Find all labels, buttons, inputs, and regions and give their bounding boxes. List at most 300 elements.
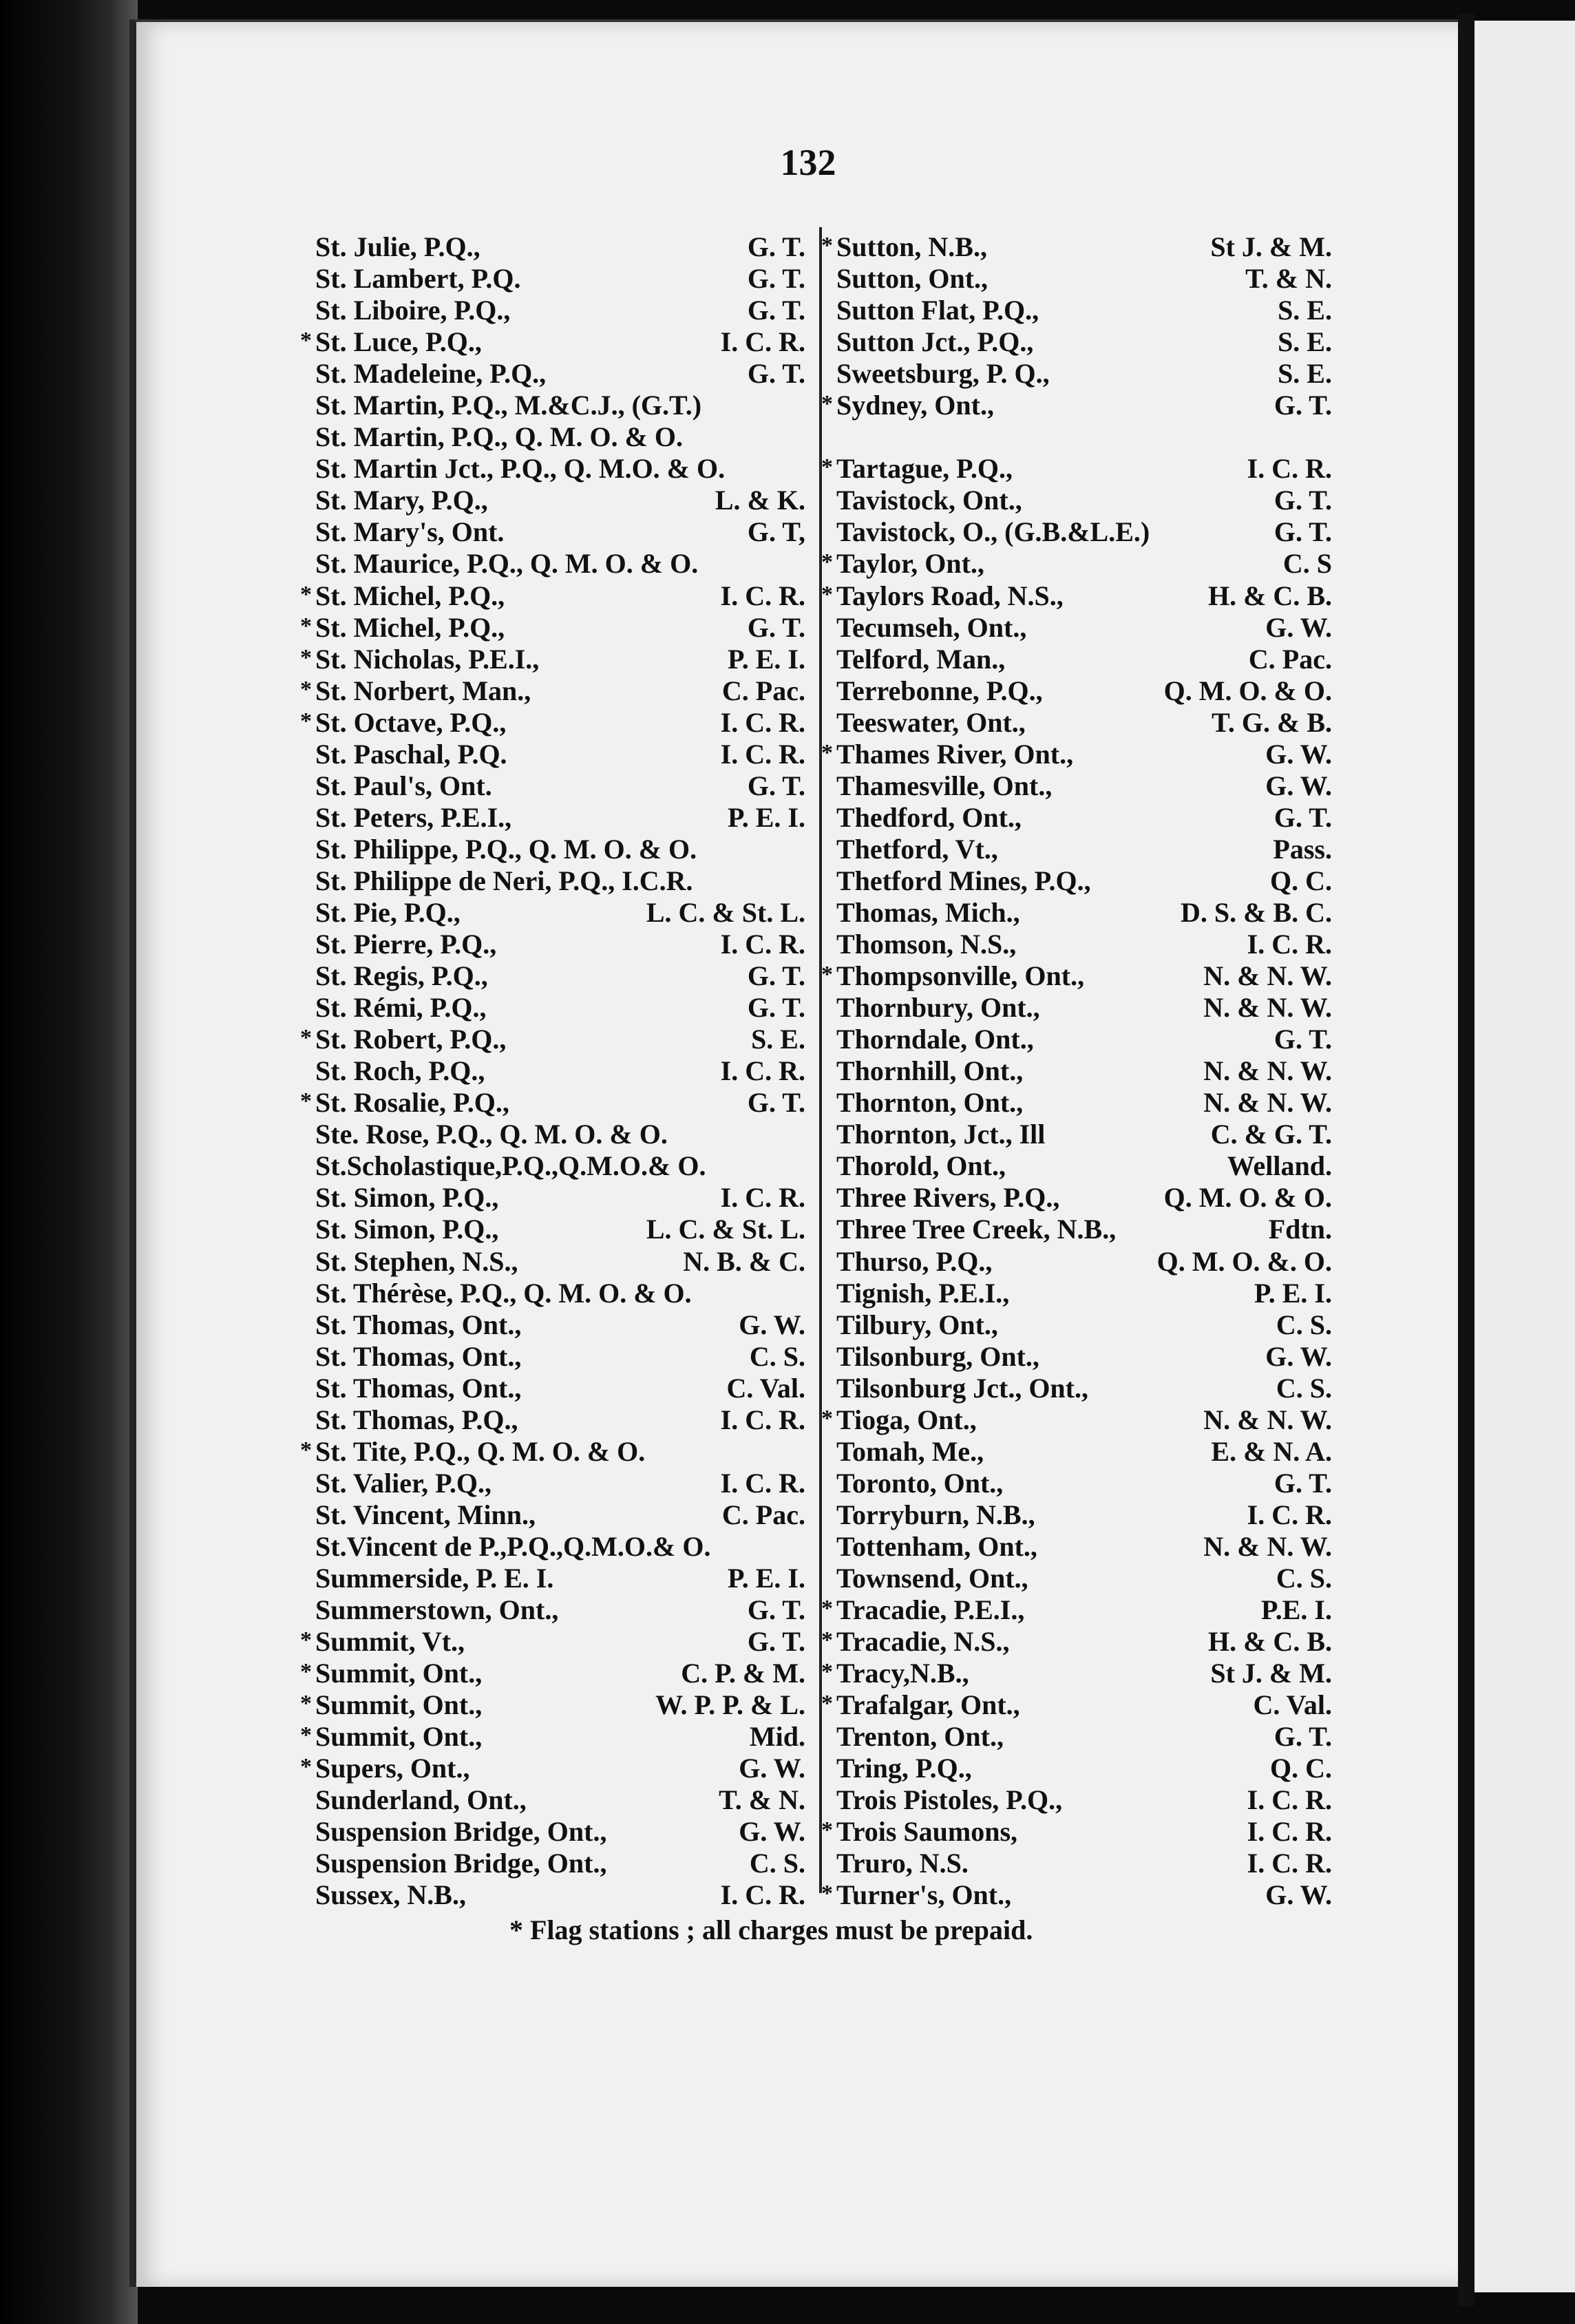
- station-row: [836, 1246, 1332, 1277]
- railway-line: G. T.: [1273, 1467, 1332, 1499]
- flag-station-marker: *: [821, 233, 833, 258]
- flag-station-marker: *: [821, 581, 833, 607]
- station-row: [315, 1150, 805, 1181]
- station-row: [821, 738, 1332, 770]
- railway-line: G. W.: [1265, 611, 1332, 643]
- railway-line: N. & N. W.: [1203, 1404, 1332, 1435]
- station-name: Thedford, Ont.,: [836, 801, 1022, 833]
- flag-station-marker: *: [821, 1817, 833, 1844]
- station-row: [821, 1658, 1332, 1689]
- railway-line: P. E. I.: [727, 643, 805, 675]
- station-row: [300, 643, 805, 675]
- railway-line: T. & N.: [1245, 263, 1332, 295]
- railway-line: I. C. R.: [720, 929, 805, 960]
- station-row: [300, 1435, 805, 1467]
- station-name: Toronto, Ont.,: [836, 1467, 1004, 1499]
- station-name: Terrebonne, P.Q.,: [836, 675, 1043, 706]
- railway-line: C. S.: [1276, 1562, 1332, 1594]
- station-name: Three Tree Creek, N.B.,: [836, 1214, 1117, 1245]
- station-name: St. Philippe de Neri, P.Q., I.C.R.: [315, 865, 693, 896]
- station-row: [315, 295, 805, 326]
- railway-line: D. S. & B. C.: [1180, 896, 1332, 928]
- railway-line: Q. M. O. &. O.: [1156, 1245, 1332, 1277]
- railway-line: Q. C.: [1270, 1753, 1332, 1784]
- station-row: [821, 960, 1332, 992]
- railway-line: I. C. R.: [720, 1467, 805, 1499]
- station-name: St. Paschal, P.Q.: [315, 738, 507, 770]
- station-name: Tracadie, P.E.I.,: [836, 1594, 1025, 1626]
- station-name: St. Rosalie, P.Q.,: [315, 1087, 509, 1119]
- station-row: [821, 453, 1332, 485]
- station-name: Tilsonburg Jct., Ont.,: [836, 1372, 1088, 1404]
- station-name: St. Simon, P.Q.,: [315, 1182, 499, 1214]
- station-name: St. Paul's, Ont.: [315, 770, 492, 801]
- station-name: Turner's, Ont.,: [836, 1879, 1012, 1911]
- station-name: Summerside, P. E. I.: [315, 1562, 554, 1594]
- railway-line: I. C. R.: [1247, 1816, 1332, 1848]
- flag-station-marker: *: [300, 676, 312, 702]
- station-name: Sutton Flat, P.Q.,: [836, 295, 1039, 326]
- station-row: [315, 516, 805, 547]
- station-name: Tavistock, O., (G.B.&L.E.): [836, 516, 1150, 548]
- station-row: [836, 485, 1332, 516]
- station-name: Trafalgar, Ont.,: [836, 1689, 1020, 1721]
- flag-station-marker: *: [300, 581, 312, 607]
- station-row: [836, 358, 1332, 389]
- station-name: Tartague, P.Q.,: [836, 453, 1013, 485]
- railway-line: G. T.: [1273, 485, 1332, 516]
- railway-line: G. T.: [747, 295, 805, 326]
- station-row: [836, 1436, 1332, 1467]
- railway-line: C. S.: [1276, 1372, 1332, 1404]
- railway-line: G. W.: [1265, 770, 1332, 801]
- station-row: [315, 1784, 805, 1815]
- railway-line: I. C. R.: [720, 1182, 805, 1214]
- station-name: St. Thomas, Ont.,: [315, 1372, 522, 1404]
- station-row: [300, 1689, 805, 1721]
- flag-station-marker: *: [821, 1596, 833, 1622]
- station-row: [836, 897, 1332, 928]
- station-row: [836, 1087, 1332, 1118]
- flag-station-marker: *: [300, 328, 312, 354]
- station-name: Teeswater, Ont.,: [836, 706, 1026, 738]
- station-row: [836, 834, 1332, 865]
- station-name: Sweetsburg, P. Q.,: [836, 358, 1050, 390]
- station-row: [836, 1499, 1332, 1530]
- station-name: St. Regis, P.Q.,: [315, 960, 488, 992]
- station-row: [315, 1816, 805, 1847]
- station-row: [836, 1150, 1332, 1181]
- railway-line: N. & N. W.: [1203, 1087, 1332, 1119]
- railway-line: G. T.: [747, 231, 805, 262]
- flag-station-marker: *: [821, 454, 833, 480]
- railway-line: N. & N. W.: [1203, 960, 1332, 992]
- station-row: [315, 1341, 805, 1372]
- station-row: [836, 1848, 1332, 1879]
- railway-line: Q. M. O. & O.: [1163, 1182, 1332, 1214]
- station-name: St. Simon, P.Q.,: [315, 1214, 499, 1245]
- flag-station-marker: *: [300, 1754, 312, 1780]
- railway-line: G. T.: [1273, 801, 1332, 833]
- station-row: [836, 644, 1332, 675]
- railway-line: T. G. & B.: [1212, 706, 1332, 738]
- station-name: St. Maurice, P.Q., Q. M. O. & O.: [315, 548, 699, 580]
- flag-station-marker: *: [821, 1659, 833, 1685]
- railway-line: I. C. R.: [720, 326, 805, 358]
- station-name: St.Scholastique,P.Q.,Q.M.O.& O.: [315, 1150, 706, 1182]
- station-name: Thorold, Ont.,: [836, 1150, 1006, 1182]
- railway-line: G. T.: [1273, 516, 1332, 548]
- railway-line: I. C. R.: [1247, 1848, 1332, 1879]
- station-name: St. Peters, P.E.I.,: [315, 801, 512, 833]
- station-name: Tignish, P.E.I.,: [836, 1277, 1010, 1309]
- station-name: Trenton, Ont.,: [836, 1721, 1004, 1753]
- station-name: Thornhill, Ont.,: [836, 1055, 1024, 1087]
- station-row: [836, 675, 1332, 706]
- railway-line: Q. C.: [1270, 865, 1332, 896]
- railway-line: Fdtn.: [1268, 1214, 1332, 1245]
- station-row: [821, 390, 1332, 421]
- flag-station-marker: *: [300, 1437, 312, 1463]
- station-name: Truro, N.S.: [836, 1848, 969, 1879]
- station-row: [315, 739, 805, 770]
- station-row: [300, 611, 805, 643]
- flag-station-marker: *: [300, 1627, 312, 1654]
- railway-line: C. Pac.: [721, 675, 805, 706]
- station-name: Tioga, Ont.,: [836, 1404, 977, 1435]
- station-list-right: [821, 231, 1332, 1911]
- station-row: [836, 1373, 1332, 1404]
- station-row: [836, 1341, 1332, 1372]
- railway-line: St J. & M.: [1210, 1658, 1332, 1689]
- station-row: [821, 548, 1332, 580]
- station-name: Tomah, Me.,: [836, 1435, 984, 1467]
- station-row: [315, 992, 805, 1023]
- station-row: [315, 1563, 805, 1594]
- station-name: Taylor, Ont.,: [836, 548, 984, 580]
- railway-line: H. & C. B.: [1208, 1626, 1332, 1658]
- station-name: St. Mary, P.Q.,: [315, 485, 488, 516]
- station-name: Summit, Ont.,: [315, 1658, 483, 1689]
- footnote: * Flag stations ; all charges must be prepaid.: [509, 1914, 1033, 1945]
- station-name: St. Tite, P.Q., Q. M. O. & O.: [315, 1435, 646, 1467]
- station-row: [821, 1594, 1332, 1626]
- station-row: [821, 231, 1332, 262]
- railway-line: N. & N. W.: [1203, 1055, 1332, 1087]
- station-name: St. Luce, P.Q.,: [315, 326, 482, 358]
- station-row: [315, 834, 805, 865]
- station-name: Townsend, Ont.,: [836, 1562, 1028, 1594]
- railway-line: S. E.: [751, 1024, 805, 1055]
- station-name: St. Philippe, P.Q., Q. M. O. & O.: [315, 833, 697, 865]
- railway-line: G. T.: [1273, 1721, 1332, 1753]
- station-row: [300, 675, 805, 706]
- station-name: Sutton, N.B.,: [836, 231, 987, 262]
- station-name: Thames River, Ont.,: [836, 738, 1074, 770]
- station-name: St. Valier, P.Q.,: [315, 1467, 491, 1499]
- station-row: [315, 960, 805, 991]
- station-name: Suspension Bridge, Ont.,: [315, 1848, 607, 1879]
- station-row: [836, 865, 1332, 896]
- railway-line: G. W.: [739, 1309, 805, 1340]
- station-row: [836, 1721, 1332, 1752]
- flag-station-marker: *: [821, 391, 833, 417]
- station-row: [315, 897, 805, 928]
- station-row: [315, 1055, 805, 1086]
- railway-line: G. T.: [747, 770, 805, 801]
- station-name: Thorndale, Ont.,: [836, 1024, 1034, 1055]
- station-name: Sutton, Ont.,: [836, 263, 989, 295]
- station-name: St. Martin Jct., P.Q., Q. M.O. & O.: [315, 453, 726, 485]
- flag-station-marker: *: [300, 708, 312, 734]
- station-name: Thomas, Mich.,: [836, 896, 1020, 928]
- station-name: Tottenham, Ont.,: [836, 1530, 1037, 1562]
- railway-line: G. T.: [747, 611, 805, 643]
- railway-line: C. Val.: [1253, 1689, 1332, 1721]
- railway-line: N. B. & C.: [683, 1245, 805, 1277]
- railway-line: G. T.: [747, 960, 805, 992]
- station-row: [836, 1309, 1332, 1340]
- railway-line: C. S: [1282, 548, 1332, 580]
- railway-line: G. T.: [747, 358, 805, 390]
- station-row: [836, 1024, 1332, 1055]
- station-row: [300, 1753, 805, 1784]
- railway-line: G. W.: [1265, 1340, 1332, 1372]
- station-row: [315, 231, 805, 262]
- railway-line: I. C. R.: [1247, 453, 1332, 485]
- station-row: [836, 1182, 1332, 1213]
- station-name: St. Mary's, Ont.: [315, 516, 505, 548]
- railway-line: I. C. R.: [720, 1404, 805, 1435]
- railway-line: G. T.: [1273, 390, 1332, 421]
- station-name: Taylors Road, N.S.,: [836, 580, 1064, 611]
- railway-line: I. C. R.: [1247, 1784, 1332, 1816]
- page-number: 132: [780, 142, 836, 183]
- station-name: St. Stephen, N.S.,: [315, 1245, 518, 1277]
- station-row: [315, 263, 805, 294]
- station-name: St. Michel, P.Q.,: [315, 580, 505, 611]
- railway-line: H. & C. B.: [1208, 580, 1332, 611]
- station-name: St.Vincent de P.,P.Q.,Q.M.O.& O.: [315, 1530, 711, 1562]
- railway-line: Mid.: [749, 1721, 805, 1753]
- station-row: [315, 453, 805, 484]
- station-row: [300, 706, 805, 738]
- station-row: [315, 1531, 805, 1562]
- station-row: [315, 1182, 805, 1213]
- railway-line: L. C. & St. L.: [646, 1214, 805, 1245]
- station-row: [315, 548, 805, 579]
- station-row: [836, 612, 1332, 643]
- station-name: St. Octave, P.Q.,: [315, 706, 507, 738]
- flag-station-marker: *: [300, 1659, 312, 1685]
- station-name: Three Rivers, P.Q.,: [836, 1182, 1060, 1214]
- station-name: Tilbury, Ont.,: [836, 1309, 998, 1340]
- station-name: St. Julie, P.Q.,: [315, 231, 480, 262]
- station-row: [836, 707, 1332, 738]
- station-name: St. Pie, P.Q.,: [315, 896, 461, 928]
- flag-station-marker: *: [300, 613, 312, 639]
- railway-line: C. & G. T.: [1210, 1119, 1332, 1150]
- station-name: Sutton Jct., P.Q.,: [836, 326, 1034, 358]
- station-list-left: [300, 231, 805, 1911]
- station-row: [315, 1499, 805, 1530]
- station-name: St. Rémi, P.Q.,: [315, 992, 487, 1024]
- station-row: [315, 1848, 805, 1879]
- station-name: St. Martin, P.Q., M.&C.J., (G.T.): [315, 390, 702, 421]
- railway-line: G. W.: [1265, 1879, 1332, 1911]
- railway-line: C. S.: [749, 1340, 805, 1372]
- flag-station-marker: *: [821, 739, 833, 765]
- station-row: [315, 802, 805, 833]
- station-row: [315, 1214, 805, 1245]
- flag-station-marker: *: [300, 1691, 312, 1717]
- station-name: St. Lambert, P.Q.: [315, 263, 521, 295]
- station-name: St. Norbert, Man.,: [315, 675, 531, 706]
- railway-line: I. C. R.: [720, 580, 805, 611]
- railway-line: C. S.: [1276, 1309, 1332, 1340]
- railway-line: P. E. I.: [727, 801, 805, 833]
- railway-line: G. W.: [739, 1816, 805, 1848]
- station-row: [300, 1024, 805, 1055]
- station-name: St. Martin, P.Q., Q. M. O. & O.: [315, 421, 684, 453]
- railway-line: W. P. P. & L.: [655, 1689, 805, 1721]
- station-row: [315, 1309, 805, 1340]
- station-row: [315, 1404, 805, 1435]
- station-name: Tavistock, Ont.,: [836, 485, 1022, 516]
- flag-station-marker: *: [300, 1025, 312, 1051]
- station-name: St. Madeleine, P.Q.,: [315, 358, 547, 390]
- station-name: Thamesville, Ont.,: [836, 770, 1053, 801]
- station-row: [315, 865, 805, 896]
- station-row: [836, 263, 1332, 294]
- railway-line: T. & N.: [719, 1784, 805, 1816]
- station-row: [836, 1214, 1332, 1245]
- station-row: [821, 1404, 1332, 1435]
- railway-line: S. E.: [1278, 326, 1332, 358]
- station-name: St. Michel, P.Q.,: [315, 611, 505, 643]
- station-name: St. Thomas, Ont.,: [315, 1340, 522, 1372]
- flag-station-marker: *: [821, 1405, 833, 1431]
- station-row: [315, 770, 805, 801]
- railway-line: C. P. & M.: [681, 1658, 805, 1689]
- railway-line: G. T.: [747, 1594, 805, 1626]
- station-row: [315, 1879, 805, 1910]
- page-gutter: [1458, 14, 1474, 2306]
- adjacent-page-edge: [1474, 21, 1575, 2292]
- railway-line: G. T.: [747, 1626, 805, 1658]
- station-name: Sussex, N.B.,: [315, 1879, 466, 1911]
- station-row: [315, 358, 805, 389]
- station-row: [836, 770, 1332, 801]
- station-name: St. Nicholas, P.E.I.,: [315, 643, 540, 675]
- railway-line: Q. M. O. & O.: [1163, 675, 1332, 706]
- station-name: Supers, Ont.,: [315, 1753, 470, 1784]
- station-name: Tracadie, N.S.,: [836, 1626, 1010, 1658]
- station-name: St. Robert, P.Q.,: [315, 1024, 507, 1055]
- station-row: [836, 992, 1332, 1023]
- station-row: [836, 802, 1332, 833]
- station-name: Tecumseh, Ont.,: [836, 611, 1027, 643]
- station-name: St. Roch, P.Q.,: [315, 1055, 485, 1087]
- station-name: Summit, Ont.,: [315, 1689, 483, 1721]
- station-name: Trois Pistoles, P.Q.,: [836, 1784, 1063, 1816]
- flag-station-marker: *: [821, 1881, 833, 1907]
- station-name: St. Thomas, Ont.,: [315, 1309, 522, 1340]
- station-name: Torryburn, N.B.,: [836, 1499, 1035, 1530]
- flag-station-marker: *: [821, 1627, 833, 1654]
- railway-line: G. T.: [747, 263, 805, 295]
- station-row: [300, 326, 805, 358]
- station-name: Thetford Mines, P.Q.,: [836, 865, 1091, 896]
- station-name: St. Vincent, Minn.,: [315, 1499, 536, 1530]
- station-name: Thetford, Vt.,: [836, 833, 998, 865]
- book-spine: [0, 0, 138, 2324]
- railway-line: I. C. R.: [720, 738, 805, 770]
- station-row: [836, 1278, 1332, 1309]
- station-row: [836, 1468, 1332, 1499]
- station-name: Suspension Bridge, Ont.,: [315, 1816, 607, 1848]
- station-row: [315, 485, 805, 516]
- station-row: [315, 1278, 805, 1309]
- railway-line: Pass.: [1273, 833, 1332, 865]
- railway-line: G. T.: [1273, 1024, 1332, 1055]
- station-row: [300, 580, 805, 611]
- station-name: Tring, P.Q.,: [836, 1753, 972, 1784]
- railway-line: L. C. & St. L.: [646, 896, 805, 928]
- railway-line: L. & K.: [715, 485, 805, 516]
- station-row: [300, 1721, 805, 1753]
- station-row: [315, 929, 805, 960]
- railway-line: I. C. R.: [720, 1055, 805, 1087]
- station-name: Tilsonburg, Ont.,: [836, 1340, 1039, 1372]
- railway-line: I. C. R.: [1247, 1499, 1332, 1530]
- flag-station-marker: *: [300, 644, 312, 670]
- station-row: [315, 390, 805, 421]
- flag-station-marker: *: [821, 549, 833, 575]
- railway-line: C. Val.: [726, 1372, 805, 1404]
- station-row: [315, 1246, 805, 1277]
- station-row: [821, 1816, 1332, 1848]
- station-name: Sunderland, Ont.,: [315, 1784, 527, 1816]
- station-row: [821, 1689, 1332, 1721]
- station-row: [836, 1563, 1332, 1594]
- station-name: Trois Saumons,: [836, 1816, 1018, 1848]
- railway-line: P. E. I.: [1254, 1277, 1332, 1309]
- station-row: [821, 580, 1332, 611]
- railway-line: G. W.: [739, 1753, 805, 1784]
- station-name: Tracy,N.B.,: [836, 1658, 969, 1689]
- station-row: [315, 1594, 805, 1625]
- railway-line: P.E. I.: [1260, 1594, 1332, 1626]
- railway-line: S. E.: [1278, 358, 1332, 390]
- station-name: Thompsonville, Ont.,: [836, 960, 1085, 992]
- railway-line: G. T.: [747, 1087, 805, 1119]
- station-row: [836, 1784, 1332, 1815]
- station-name: Summit, Vt.,: [315, 1626, 465, 1658]
- station-name: Telford, Man.,: [836, 643, 1006, 675]
- railway-line: E. & N. A.: [1211, 1435, 1332, 1467]
- station-name: Thornton, Jct., Ill: [836, 1119, 1046, 1150]
- station-row: [821, 1879, 1332, 1911]
- railway-line: Welland.: [1227, 1150, 1332, 1182]
- station-row: [300, 1087, 805, 1119]
- station-row: [836, 295, 1332, 326]
- station-row: [836, 1753, 1332, 1784]
- station-row: [300, 1626, 805, 1658]
- station-row: [315, 421, 805, 452]
- railway-line: G. T,: [747, 516, 805, 548]
- railway-line: C. Pac.: [721, 1499, 805, 1530]
